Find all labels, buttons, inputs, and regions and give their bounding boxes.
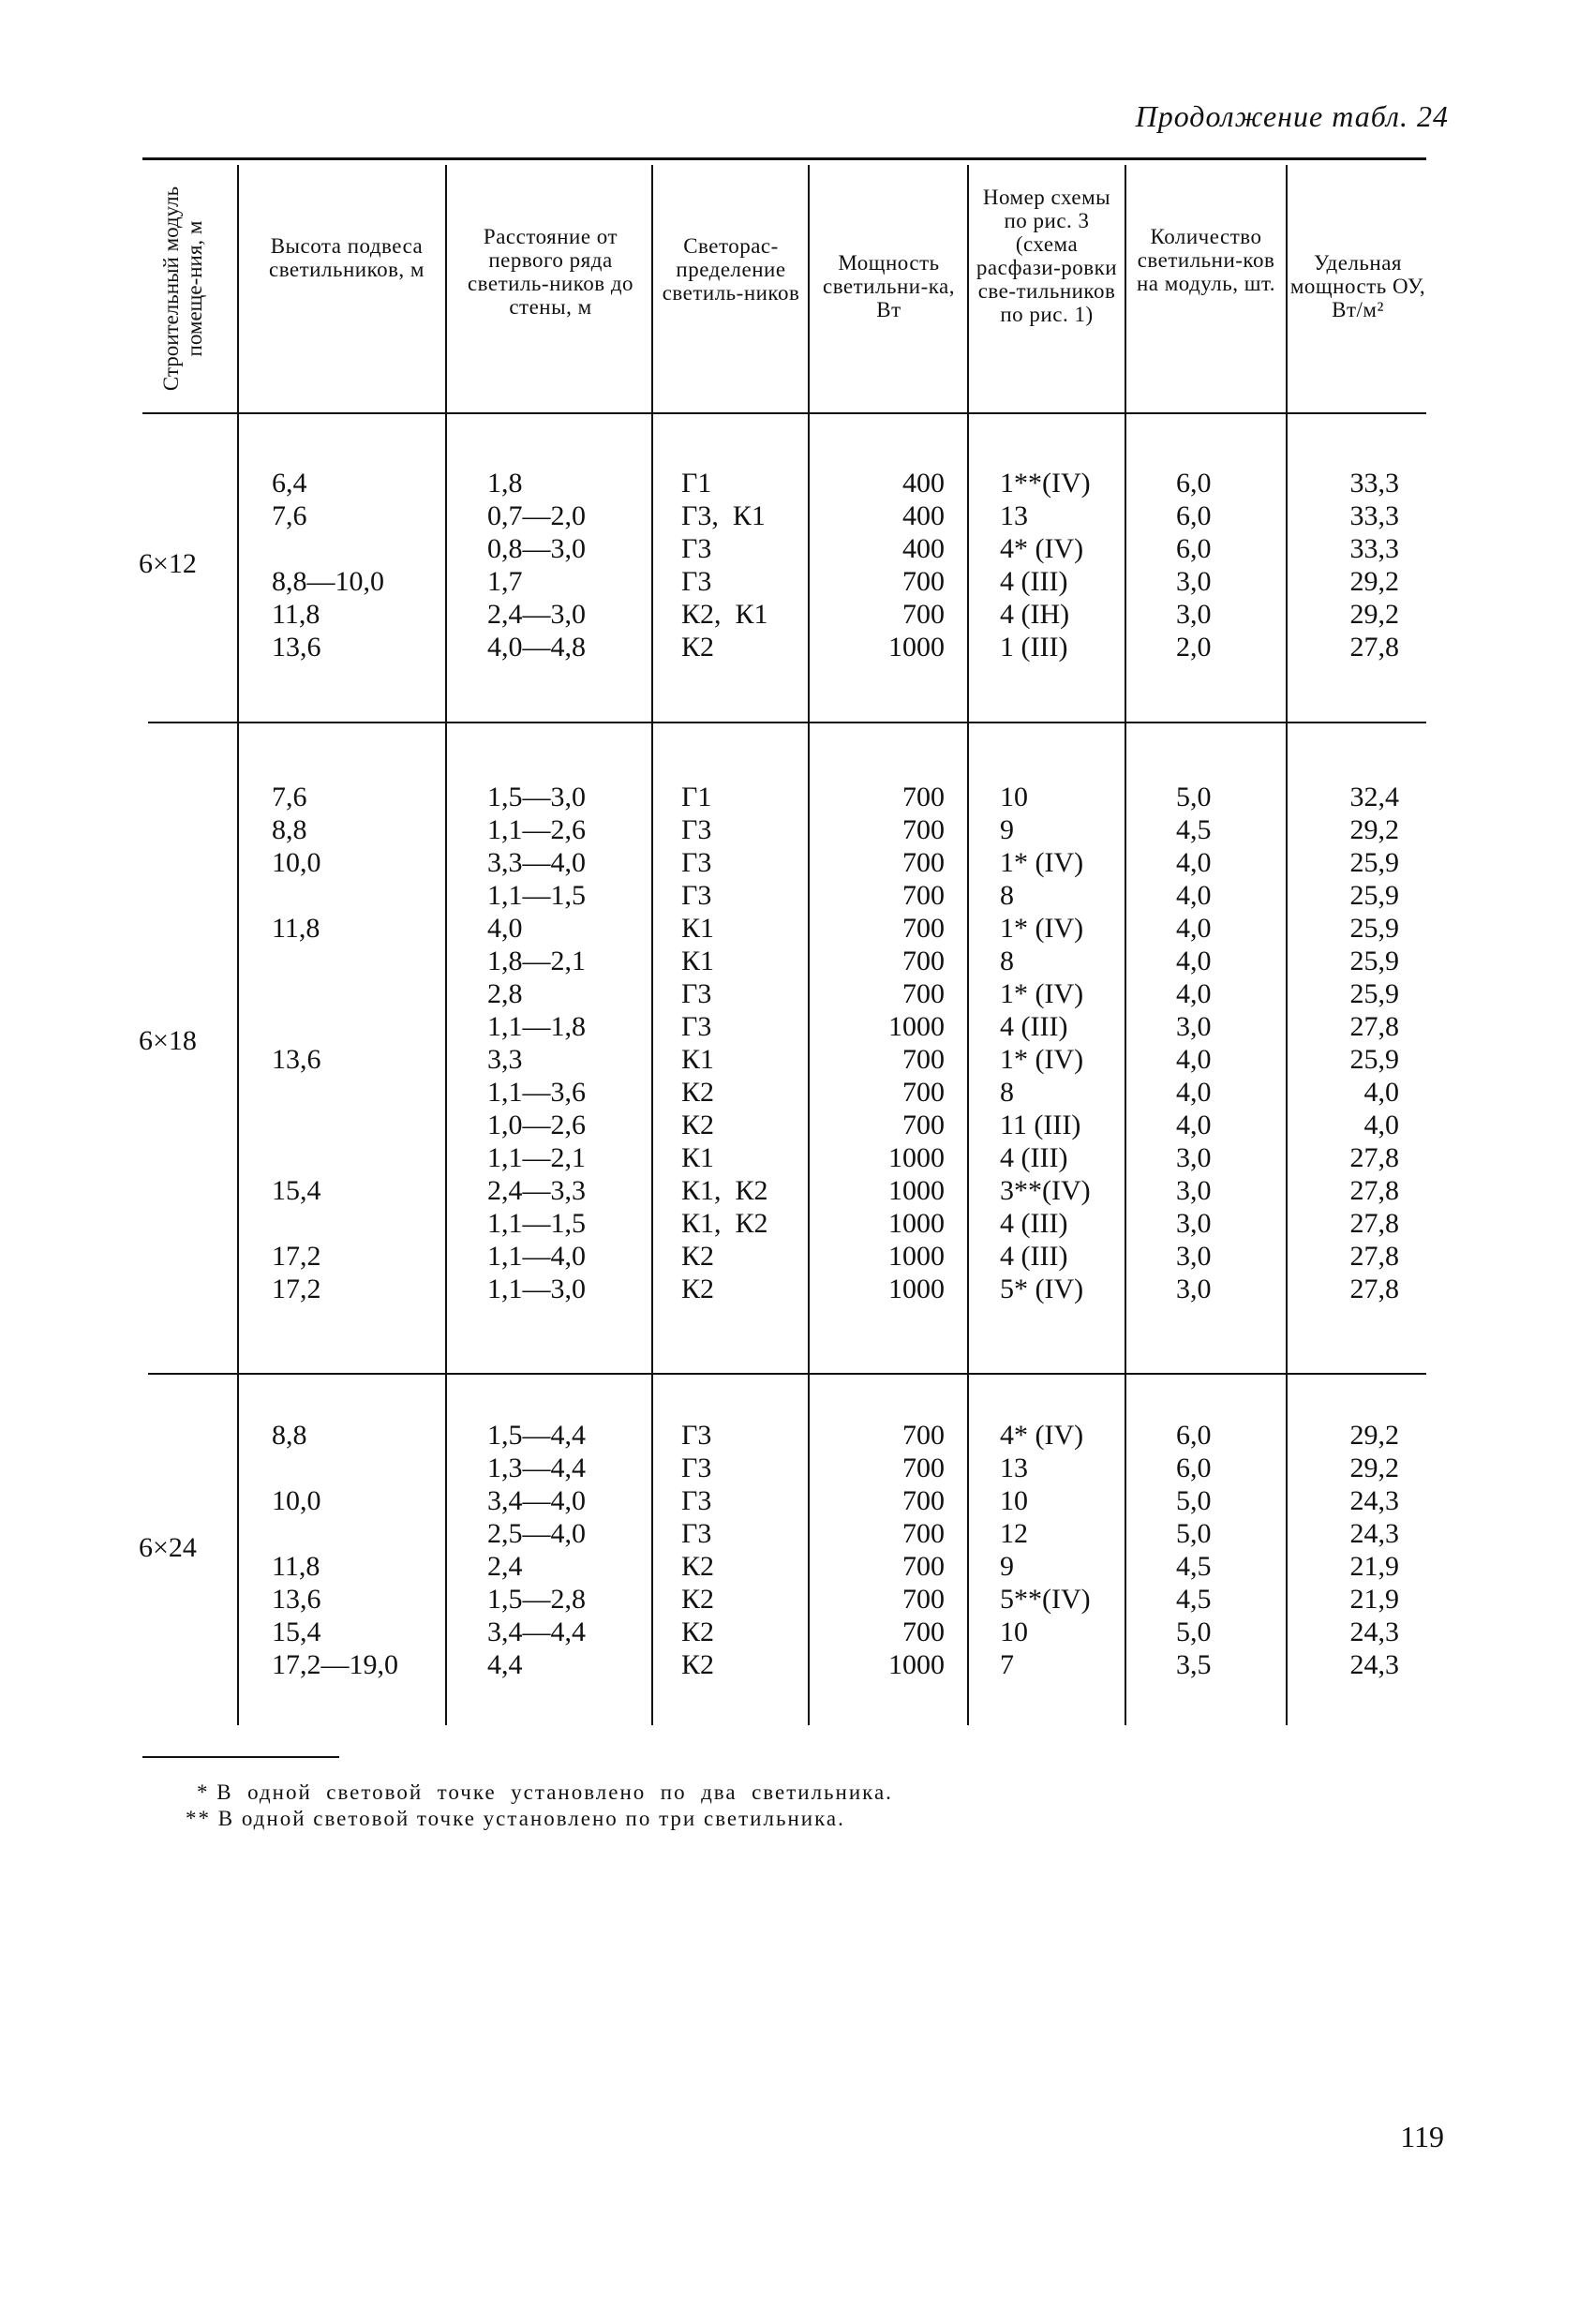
group-module-label: 6×12 (139, 548, 197, 579)
table-continuation-caption: Продолжение табл. 24 (1135, 99, 1449, 133)
header-specific-power: Удельная мощность ОУ, Вт/м² (1289, 251, 1426, 321)
column-rule (967, 165, 969, 1725)
column-rule (445, 165, 447, 1725)
light-values: Г3 Г3 Г3 Г3 К2 К2 К2 К2 (681, 1420, 715, 1680)
group-divider (148, 1373, 1426, 1375)
count-values: 6,0 6,0 6,0 3,0 3,0 2,0 (1176, 468, 1212, 663)
scheme-values: 4* (IV) 13 10 12 9 5**(IV) 10 7 (1000, 1420, 1091, 1680)
footnote-2: ** В одной световой точке установлено по три светильника. (186, 1807, 845, 1830)
height-values: 8,8 10,0 11,8 13,6 15,4 17,2—19,0 (272, 1420, 398, 1680)
distance-values: 1,8 0,7—2,0 0,8—3,0 1,7 2,4—3,0 4,0—4,8 (487, 468, 586, 663)
specific-power-values: 29,2 29,2 24,3 24,3 21,9 21,9 24,3 24,3 (1349, 1420, 1399, 1680)
header-count: Количество светильни-ков на модуль, шт. (1136, 225, 1276, 295)
distance-values: 1,5—3,0 1,1—2,6 3,3—4,0 1,1—1,5 4,0 1,8—2,1 2,8 1,1—1,8 3,3 1,1—3,6 1,0—2,6 1,1—2,1 2,4—3,3 1,1—1,5 1,1—4,0 1,1—3,0 (487, 782, 586, 1304)
header-module: Строительный модуль помеще-ния, м (159, 186, 206, 391)
count-values: 6,0 6,0 5,0 5,0 4,5 4,5 5,0 3,5 (1176, 1420, 1212, 1680)
distance-values: 1,5—4,4 1,3—4,4 3,4—4,0 2,5—4,0 2,4 1,5—2,8 3,4—4,4 4,4 (487, 1420, 586, 1680)
light-values: Г1 Г3, К1 Г3 Г3 К2, К1 К2 (681, 468, 768, 663)
group-module-label: 6×18 (139, 1025, 197, 1056)
height-values: 7,6 8,8 10,0 11,8 13,6 15,4 17,2 17,2 (272, 782, 321, 1304)
column-rule (1125, 165, 1126, 1725)
light-values: Г1 Г3 Г3 Г3 К1 К1 Г3 Г3 К1 К2 К2 К1 К1, К2 К1, К2 К2 К2 (681, 782, 768, 1304)
power-values: 700 700 700 700 700 700 700 1000 700 700 700 1000 1000 1000 1000 1000 (888, 782, 945, 1304)
column-rule (237, 165, 239, 1725)
header-distance: Расстояние от первого ряда светиль-ников до стены, м (467, 225, 634, 319)
column-rule (1286, 165, 1288, 1725)
column-rule (651, 165, 653, 1725)
page-number: 119 (1400, 2120, 1444, 2153)
scheme-values: 10 9 1* (IV) 8 1* (IV) 8 1* (IV) 4 (III) 1* (IV) 8 11 (III) 4 (III) 3**(IV) 4 (III) 4 (III) 5* (IV) (1000, 782, 1091, 1304)
scheme-values: 1**(IV) 13 4* (IV) 4 (III) 4 (IН) 1 (III) (1000, 468, 1091, 663)
group-divider (148, 722, 1426, 723)
header-scheme: Номер схемы по рис. 3 (схема расфази-ровки све-тильников по рис. 1) (976, 186, 1118, 326)
specific-power-values: 32,4 29,2 25,9 25,9 25,9 25,9 25,9 27,8 25,9 4,0 4,0 27,8 27,8 27,8 27,8 27,8 (1349, 782, 1399, 1304)
header-bottom-rule (142, 412, 1426, 414)
footnote-rule (142, 1756, 339, 1758)
header-power: Мощность светильни-ка, Вт (822, 251, 956, 321)
table-top-rule (142, 157, 1426, 160)
specific-power-values: 33,3 33,3 33,3 29,2 29,2 27,8 (1349, 468, 1399, 663)
column-rule (808, 165, 810, 1725)
power-values: 700 700 700 700 700 700 700 1000 (888, 1420, 945, 1680)
height-values: 6,4 7,6 8,8—10,0 11,8 13,6 (272, 468, 384, 663)
footnote-1: * В одной световой точке установлено по два светильника. (197, 1780, 893, 1804)
header-height: Высота подвеса светильников, м (268, 234, 425, 281)
power-values: 400 400 400 700 700 1000 (888, 468, 945, 663)
group-module-label: 6×24 (139, 1532, 197, 1563)
count-values: 5,0 4,5 4,0 4,0 4,0 4,0 4,0 3,0 4,0 4,0 4,0 3,0 3,0 3,0 3,0 3,0 (1176, 782, 1212, 1304)
header-light-distribution: Светорас-пределение светиль-ников (662, 234, 800, 305)
